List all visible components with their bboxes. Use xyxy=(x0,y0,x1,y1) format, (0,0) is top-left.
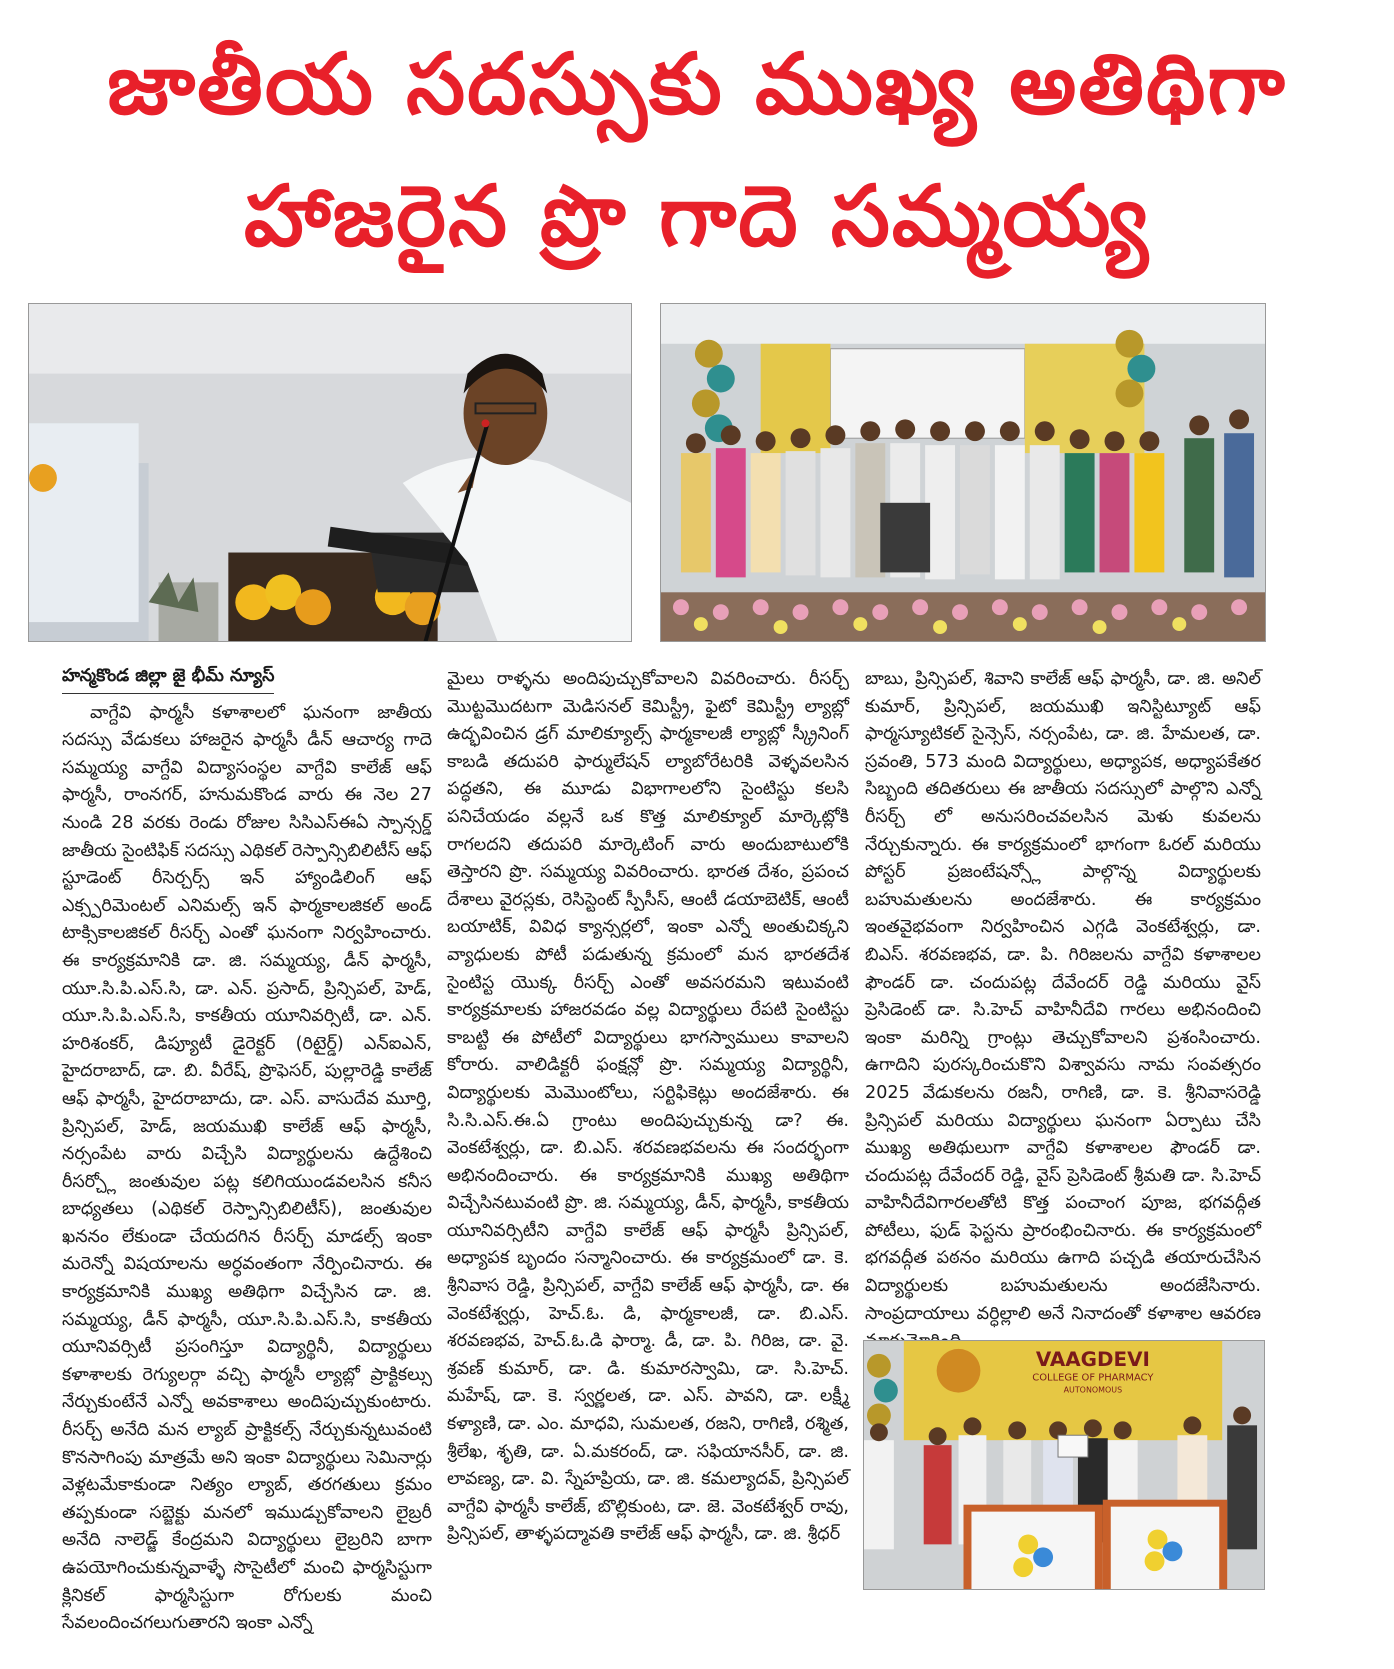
banner-subtitle: COLLEGE OF PHARMACY xyxy=(1032,1372,1154,1384)
article-column-2 xyxy=(447,666,849,1549)
banner-title: VAAGDEVI xyxy=(1035,1347,1150,1371)
article-column-3 xyxy=(865,666,1261,1356)
article-text-col3: బాబు, ప్రిన్సిపల్, శివాని కాలేజ్ ఆఫ్ ఫార్మసీ, డా. జి. అనిల్ కుమార్, ప్రిన్సిపల్, జయముఖి ఇనిస్టిట్యూట్ ఆఫ్ ఫార్మస్యూటికల్ సైన్సెస్, నర్సంపేట, డా. జి. హేమలత, డా. స్రవంతి, 573 మంది విద్యార్థులు, అధ్యాపక, అధ్యాపకేతర సిబ్బంది తదితరులు ఈ జాతీయ సదస్సులో పాల్గొని ఎన్నో రీసర్చ్ లో అనుసరించవలసిన మెళు కువలను నేర్చుకున్నారు. ఈ కార్యక్రమంలో భాగంగా ఓరల్ మరియు పోస్టర్ ప్రజంటేషన్స్లో పాల్గొన్న విద్యార్థులకు బహుమతులను అందజేశారు. ఈ కార్యక్రమం ఇంతవైభవంగా నిర్వహించిన ఎగ్గడి వెంకటేశ్వర్లు, డా. బిఎస్. శరవణభవ, డా. పి. గిరిజలను వాగ్దేవి కళాశాలల ఫౌండర్ డా. చందుపట్ల దేవేందర్ రెడ్డి మరియు వైస్ ప్రెసిడెంట్ డా. సి.హెచ్ వాహినీదేవి గారలు అభినందించి ఇంకా మరిన్ని గ్రాంట్లు తెచ్చుకోవాలని ప్రశంసించారు. ఉగాదిని పురస్కరించుకొని విశ్వావసు నామ సంవత్సరం 2025 వేడుకలను రజనీ, రాగిణి, డా. కె. శ్రీనివాసరెడ్డి ప్రిన్సిపల్ మరియు విద్యార్థులు ఘనంగా ఏర్పాటు చేసి ముఖ్య అతిథులుగా వాగ్దేవి కళాశాలల ఫౌండర్ డా. చందుపట్ల దేవేందర్ రెడ్డి, వైస్ ప్రెసిడెంట్ శ్రీమతి డా. సి.హెచ్ వాహినీదేవిగారలతోటి కొత్త పంచాంగ పూజ, భగవద్గీత పోటీలు, ఫుడ్ ఫెస్టను ప్రారంభించినారు. ఈ కార్యక్రమంలో భగవద్గీత పఠనం మరియు ఉగాది పచ్చడి తయారుచేసిన విద్యార్థులకు బహుమతులను అందజేసినారు. సాంప్రదాయాలు వర్ధిల్లాలి అనే నినాదంతో కళాశాల ఆవరణ xyxy=(865,669,1261,1324)
article-column-1 xyxy=(62,663,432,1638)
speaker-photo-image xyxy=(29,304,631,641)
award-photo-image xyxy=(864,1341,1264,1589)
headline-line-1: జాతీయ సదస్సుకు ముఖ్య అతిథిగా xyxy=(107,35,1287,133)
article-text-col2: మైలు రాళ్ళను అందిపుచ్చుకోవాలని వివరించారు. రీసర్చ్ మొట్టమొదటగా మెడిసనల్ కెమిస్ట్రీ, ఫైటో కెమిస్ట్రీ ల్యాబ్లో ఉద్భవించిన డ్రగ్ మాలిక్యూల్స్ ఫార్మకాలజీ ల్యాబ్లో స్క్రీనింగ్ కాబడి తదుపరి ఫార్ములేషన్ ల్యాబోరేటరికి వెళ్ళవలసిన పద్ధతని, ఈ మూడు విభాగాలలోని సైంటిస్టు కలసి పనిచేయడం వల్లనే ఒక కొత్త మాలిక్యూల్ మార్కెట్లోకి రాగలదని తదుపరి మార్కెటింగ్ వారు అందుబాటులోకి తెస్తారని ప్రొ. సమ్మయ్య వివరించారు. భారత దేశం, ప్రపంచ దేశాలు వైరస్లకు, రెసిస్టెంట్ స్పీసీస్, ఆంటీ డయాబెటిక్, ఆంటీ బయాటిక్, వివిధ క్యాన్సర్లలో, ఇంకా ఎన్నో అంతుచిక్కని వ్యాధులకు పోటీ పడుతున్న క్రమంలో మన భారతదేశ సైంటిస్ట యొక్క రీసర్చ్ ఎంతో అవసరమని ఇటువంటి కార్యక్రమాలకు హాజరవడం వల్ల విద్యార్థులు రేపటి సైంటిస్టు కాబట్టి ఈ పోటీలో విద్యార్థులు భాగస్వాములు కావాలని కోరారు. వాలిడిక్టరీ ఫంక్షన్లో ప్రొ. సమ్మయ్య విద్యార్థినీ, విద్యార్థులకు మెమొంటోలు, సర్టిఫికెట్లు అందజేశారు. ఈ సి.సి.ఎస్.ఈ.ఏ గ్రాంటు అందిపుచ్చుకున్న డా? ఈ. వెంకటేశ్వర్లు, డా. బి.ఎస్. శరవణభవలను ఈ సందర్భంగా అభినందించారు. ఈ కార్యక్రమానికి ముఖ్య అతిథిగా విచ్చేసినటువంటి ప్రొ. జి. సమ్మయ్య, డీన్, ఫార్మసీ, కాకతీయ యూనివర్సిటీని వాగ్దేవి కాలేజ్ ఆఫ్ ఫార్మసీ ప్రిన్సిపల్, అధ్యాపక బృందం సన్మానించారు. ఈ కార్యక్రమంలో డా. కె. శ్రీనివాస రెడ్డి, ప్రిన్సిపల్, వాగ్దేవి కాలేజ్ ఆఫ్ ఫార్మసీ, డా. ఈ వెంకటేశ్వర్లు, హెచ్.ఓ. డి, ఫార్మకాలజీ, డా. బి.ఎస్. శరవణభవ, హెచ్.ఓ.డి ఫార్మా. డీ, డా. పి. గిరిజ, డా. వై. శ్రవణ్ కుమార్, డా. డి. కుమారస్వామి, డా. సి.హెచ్. మహేష్, డా. కె. స్వర్ణలత, డా. ఎస్. పావని, డా. లక్ష్మీ కళ్యాణి, డా. ఎం. మాధవి, సుమలత, రజని, రాగిణి, రశ్మిత, శ్రీలేఖ, శృతి, డా. ఏ.మకరంద్, డా. సఫియానసీర్, డా. జి. లావణ్య, డా. వి. స్నేహప్రియ, డా. జి. కమల్యాదవ్, ప్రిన్సిపల్ వాగ్దేవి ఫార్మసీ కాలేజ్, బొల్లికుంట, డా. జె. వెంకటేశ్వర్ రావు, ప్రిన్సిపల్, తాళ్ళపద్మావతి కాలేజ్ ఆఫ్ ఫార్మసీ, డా. జి. శ్రీధర్ xyxy=(447,669,849,1545)
headline-line-2: హాజరైన ప్రొ గాదె సమ్మయ్య xyxy=(243,167,1151,265)
article-text-col1: వాగ్దేవి ఫార్మసీ కళాశాలలో ఘనంగా జాతీయ సదస్సు వేడుకలు హాజరైన ఫార్మసీ డీన్ ఆచార్య గాదె సమ్మయ్య వాగ్దేవి విద్యాసంస్థల వాగ్దేవి కాలేజ్ ఆఫ్ ఫార్మసీ, రాంనగర్, హనుమకొండ వారు ఈ నెల 27 నుండి 28 వరకు రెండు రోజుల సిసిఎస్ఈఏ స్పాన్సర్డ్ జాతీయ సైంటిఫిక్ సదస్సు ఎథికల్ రెస్పాన్సిబిలిటీస్ ఆఫ్ స్టూడెంట్ రీసెర్చర్స్ ఇన్ హ్యాండిలింగ్ ఆఫ్ ఎక్స్పరిమెంటల్ ఎనిమల్స్ ఇన్ ఫార్మకాలజికల్ అండ్ టాక్సికాలజికల్ రీసర్చ్ ఎంతో ఘనంగా నిర్వహించారు. ఈ కార్యక్రమానికి డా. జి. సమ్మయ్య, డీన్ ఫార్మసీ, యూ.సి.పి.ఎస్.సి, డా. ఎన్. ప్రసాద్, ప్రిన్సిపల్, హెడ్, యూ.సి.పి.ఎస్.సి, కాకతీయ యూనివర్సిటీ, డా. ఎన్. హరిశంకర్, డిప్యూటీ డైరెక్టర్ (రిటైర్డ్) ఎన్ఐఎన్, హైదరాబాద్, డా. బి. వీరేష్, ప్రొఫెసర్, పుల్లారెడ్డి కాలేజ్ ఆఫ్ ఫార్మసీ, హైదరాబాదు, డా. ఎస్. వాసుదేవ మూర్తి, ప్రిన్సిపల్, హెడ్, జయముఖి కాలేజ్ ఆఫ్ ఫార్మసీ, నర్సంపేట వారు విచ్చేసి విద్యార్థులను ఉద్దేశించి రీసర్చ్లో జంతువుల పట్ల కలిగియుండవలసిన కనీస బాధ్యతలు (ఎథికల్ రెస్పాన్సిబిలిటీస్), జంతువుల ఖననం లేకుండా చేయదగిన రీసర్చ్ మాడల్స్ ఇంకా మరెన్నో విషయాలను అర్ధవంతంగా నేర్పించినారు. ఈ కార్యక్రమానికి ముఖ్య అతిథిగా విచ్చేసిన డా. జి. సమ్మయ్య, డీన్ ఫార్మసీ, యూ.సి.పి.ఎస్.సి, కాకతీయ యూనివర్సిటీ ప్రసంగిస్తూ విద్యార్థినీ, విద్యార్థులు కళాశాలకు రెగ్యులర్గా వచ్చి ఫార్మసీ ల్యాబ్లో ప్రాక్టికల్సు నేర్చుకుంటేనే ఎన్నో అవకాశాలు అందిపుచ్చుకుంటారు. రీసర్చ్ అనేది మన ల్యాబ్ ప్రాక్టికల్స్ నేర్చుకున్నటువంటి కొనసాగింపు మాత్రమే అని ఇంకా విద్యార్థులు సెమినార్లు వెళ్లటమేకాకుండా నిత్యం ల్యాబ్, తరగతులు క్రమం తప్పకుండా సబ్జెక్టు మనలో ఇముడ్చుకోవాలని లైబ్రరీ అనేది నాలెడ్జ్ కేంద్రమని విద్యార్థులు లైబ్రరిని బాగా ఉపయోగించుకున్నవాళ్ళే సొసైటీలో మంచి ఫార్మసిస్టుగా క్లినికల్ ఫార్మసిస్టుగా రోగులకు మంచి సేవలందించగలుగుతారని ఇంకా ఎన్నో xyxy=(62,702,432,1634)
group-photo-image xyxy=(661,304,1265,641)
banner-subtitle-2: AUTONOMOUS xyxy=(1063,1385,1123,1395)
award-photo xyxy=(863,1340,1265,1590)
group-photo xyxy=(660,303,1266,642)
speaker-photo xyxy=(28,303,632,642)
headline xyxy=(0,18,1394,282)
article-dateline: హన్మకొండ జిల్లా జై భీమ్ న్యూస్ xyxy=(62,663,274,694)
